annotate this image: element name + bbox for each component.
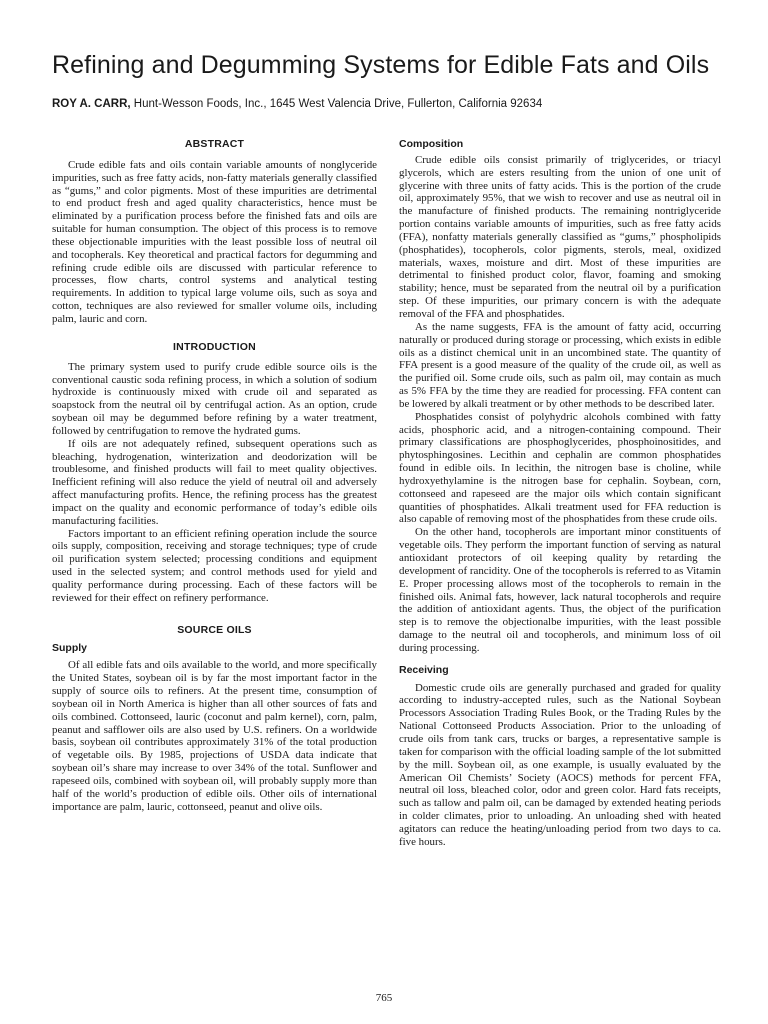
introduction-paragraph-2: If oils are not adequately refined, subsequent operations such as bleaching, hydrogenation, winterization and deodorization will be troublesome, and finished products will fail to meet quality objectives. Inefficient refining will also reduce the yield of neutral oil and adversely affect manufacturing profits. Hence, the refining process has the greatest impact on the quality and economic performance of today’s edible oils manufacturing facilities. [52,437,377,527]
supply-subheading: Supply [52,641,88,654]
composition-heading: Composition [399,138,464,150]
receiving-heading: Receiving [399,663,449,676]
composition-paragraph-4: On the other hand, tocopherols are important minor constituents of vegetable oils. They perform the important function of serving as natural antioxidant protectors of oil keeping quality by retarding the development of rancidity. One of the tocopherols is referred to as Vitamin E. Proper processing allows most of the tocopherols to remain in the finished oils. Animal fats, however, lack natural tocopherols and require the addition of antioxidant agents. Thus, the object of the purification step is to remove the objectionalbe impurities, with the least possible damage to the neutral oil and tocopherols, and minimum loss of oil during processing. [399,526,721,654]
composition-paragraph-1: Crude edible oils consist primarily of triglycerides, or triacyl glycerols, which are esters resulting from the union of one unit of glycerine with three units of fatty acids. This is the portion of the crude oil, approximately 95%, that we wish to recover and use as neutral oil in the manufacture of finished products. The remaining nontriglyceride portion contains variable amounts of impurities, such as free fatty acids (FFA), nonfatty materials generally classified as “gums,” phospholipids (phosphatides), tocopherols, color pigments, sterols, meal, oxidized materials, waxes, moisture and dirt. Most of these impurities are detrimental to finished product color, flavor, foaming and smoking stability; hence, must be separated from the neutral oil by a purification step. Of these impurities, our primary concern is with the adequate removal of the FFA and phosphatides. [399,153,721,320]
page-number: 765 [375,992,393,1004]
left-column [52,138,377,814]
right-column [399,138,721,849]
composition-paragraph-2: As the name suggests, FFA is the amount of fatty acid, occurring naturally or produced during storage or processing, which exists in edible oils as a distinct chemical unit in an uncombined state. The quantity of FFA present is a good measure of the quality of the crude oil, as well as the purified oil. Some crude oils, such as palm oil, may contain as much as 5% FFA by the time they are readied for processing. FFA content can be lowered by alkali treatment or by other methods to be described later. [399,320,721,410]
supply-text: Of all edible fats and oils available to the world, and more specifically the United States, soybean oil is by far the most important factor in the supply of source oils to refiners. At the present time, consumption of soybean oil in North America is higher than all other sources of fats and oils combined. Cottonseed, lauric (coconut and palm kernel), corn, palm, peanut and safflower oils are also used by U.S. refiners. On a worldwide basis, soybean oil contributes approximately 31% of the total production of vegetable oils. By 1985, projections of USDA data indicate that soybean oil’s share may increase to over 34% of the total. Sunflower and rapeseed oils, combined with soybean oil, will probably supply more than half of the world’s production of edible oils. Other oils of international importance are palm, lauric, cottonseed, peanut and olive oils. [52,659,377,813]
source-oils-heading: SOURCE OILS [177,623,252,636]
introduction-paragraph-1: The primary system used to purify crude edible source oils is the conventional caustic soda refining process, in which a solution of sodium hydroxide is continuously mixed with crude oil and separated as soapstock from the neutral oil by centrifugal action. As an option, crude soybean oil may be degummed before refining by a water treatment, followed by centrifugation to remove the hydrated gums. [52,360,377,437]
paper-title: Refining and Degumming Systems for Edible Fats and Oils [52,51,710,79]
abstract-heading: ABSTRACT [184,138,245,150]
introduction-paragraph-3: Factors important to an efficient refining operation include the source oils supply, composition, receiving and storage techniques; type of crude oil purification system selected; processing conditions and equipment used in the selected system; and control methods used for yield and quality performance during processing. Each of these factors will be reviewed for their effect on refinery performance. [52,527,377,604]
composition-paragraph-3: Phosphatides consist of polyhydric alcohols combined with fatty acids, phosphoric acid, and a nitrogen-containing compound. Their primary classifications are phosphoglycerides, phosphoinositides, and phytosphingosines. Lecithin and cephalin are common phosphatides found in edible oils. In lecithin, the nitrogen base is choline, while hydroxyethylamine is the nitrogen base for cephalin. Soybean, corn, cottonseed and rapeseed are the major oils which contain significant quantities of phosphatides. Alkali treatment used for FFA reduction is also capable of removing most of the phosphatides from these crude oils. [399,410,721,526]
author-byline [52,97,732,111]
author-affiliation: Hunt-Wesson Foods, Inc., 1645 West Valencia Drive, Fullerton, California 92634 [130,98,543,110]
receiving-text: Domestic crude oils are generally purchased and graded for quality according to industry-accepted rules, such as the National Soybean Processors Association Trading Rules Book, or the Trading Rules by the National Cottonseed Products Association. Prior to the unloading of crude oils from tank cars, trucks or barges, a representative sample is taken for comparison with the official loading sample of the lot submitted by the mill. Soybean oil, as one example, is usually evaluated by the American Oil Chemists’ Society (AOCS) methods for percent FFA, neutral oil loss, bleached color, odor and green color. Hard fats receipts, such as tallow and palm oil, can be damaged by extended heating periods in colder climates, prior to unloading. An unloading shed with heated agitators can reduce the heating/unloading period from two days to ca. five hours. [399,681,721,848]
introduction-heading: INTRODUCTION [173,340,256,353]
author-name: ROY A. CARR, [52,98,131,110]
abstract-text: Crude edible fats and oils contain variable amounts of nonglyceride impurities, such as free fatty acids, non-fatty materials generally classified as “gums,” and color pigments. Most of these impurities are detrimental to end product fresh and aged quality characteristics, hence must be eliminated by a purification process before the finished fats and oils are suitable for human consumption. The object of this process is to remove these objectionable impurities with the least possible loss of neutral oil and tocopherals. Key theoretical and practical factors for degumming and refining crude edible oils are discussed with particular reference to processes, flow charts, control systems and analytical testing requirements. In addition to typical large volume oils, such as soya and cotton, techniques are also reviewed for smaller volume oils, including palm, lauric and corn. [52,158,377,325]
